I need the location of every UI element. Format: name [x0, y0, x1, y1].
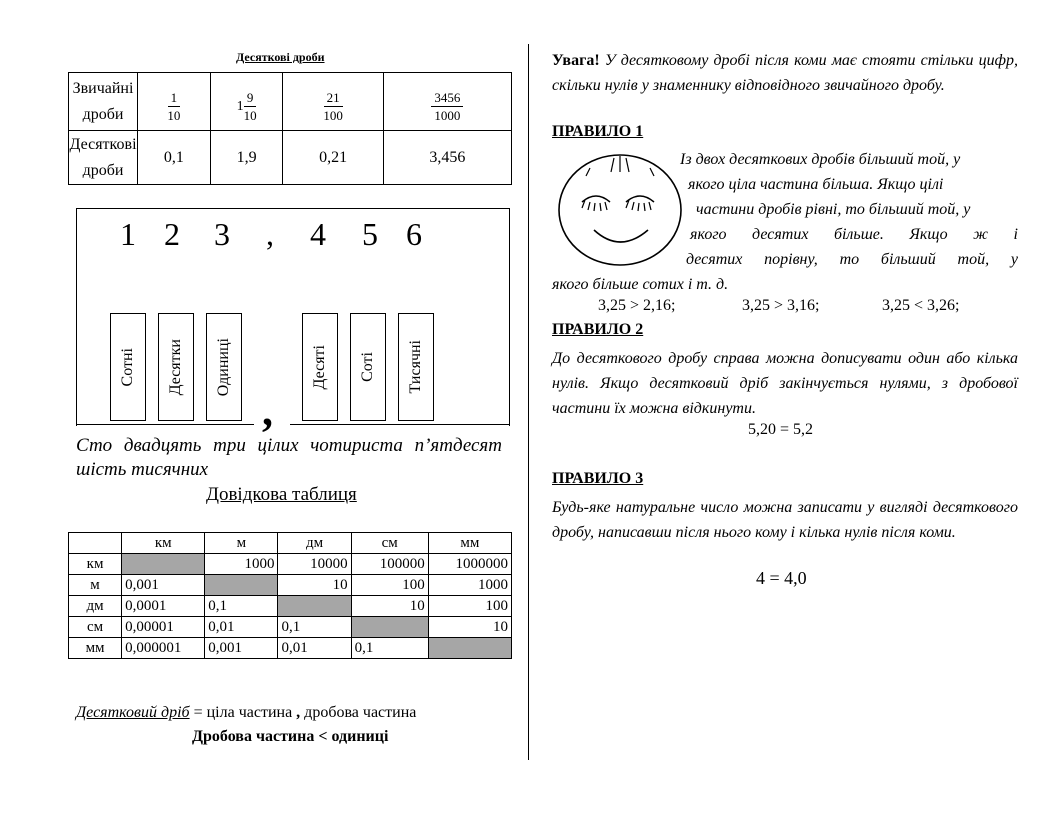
formula-line: Десятковий дріб = ціла частина , дробова частина	[76, 704, 417, 721]
fraction-cell: $\frac{21}{100}$	[283, 73, 383, 131]
fraction-table	[68, 72, 512, 185]
rule3-text: Будь-яке натуральне число можна записати у вигляді десяткового дробу, написавши після нього кому і кілька нулів після коми.	[552, 499, 1018, 541]
baseline-right	[290, 424, 509, 425]
decimal-cell: 3,456	[383, 131, 511, 185]
rule1-line: якого десятих більше. Якщо ж і	[690, 226, 1018, 243]
rule2-example: 5,20 = 5,2	[748, 421, 814, 438]
rule1-line: частини дробів рівні, то більший той, у	[696, 201, 971, 218]
diagonal-cell	[122, 554, 205, 575]
decimal-comma: ,	[262, 386, 273, 435]
rule1-line: якого більше сотих і т. д.	[552, 276, 729, 293]
small-title: Десяткові дроби	[236, 50, 325, 64]
column-divider	[528, 44, 529, 760]
table-row: дм 0,0001 0,1 10 100	[69, 596, 512, 617]
place-label-thousandths: Тисячні	[398, 313, 434, 421]
rule3-title: ПРАВИЛО 3	[552, 470, 644, 487]
formula-term: Десятковий дріб	[76, 704, 190, 721]
diagonal-cell	[428, 638, 511, 659]
smiley-face-icon	[556, 150, 686, 268]
digit: ,	[266, 216, 274, 252]
reference-title: Довідкова таблиця	[206, 484, 357, 505]
digit: 4	[310, 216, 326, 252]
rule1-example: 3,25 < 3,26;	[882, 297, 960, 314]
decimal-cell: 1,9	[210, 131, 283, 185]
row-label-decimal: Десяткові дроби	[69, 131, 138, 185]
rule1-title: ПРАВИЛО 1	[552, 123, 644, 140]
attention-note: Увага! У десятковому дробі після коми має стояти стільки цифр, скільки нулів у знаменнику відповідного звичайного дробу.	[552, 52, 1018, 94]
rule3-example: 4 = 4,0	[756, 568, 807, 588]
digit: 6	[406, 216, 422, 252]
rule1-line: якого ціла частина більша. Якщо цілі	[688, 176, 944, 193]
diagonal-cell	[351, 617, 428, 638]
place-label-ones: Одиниці	[206, 313, 242, 421]
baseline-left	[76, 424, 254, 425]
place-label-hundredths: Соті	[350, 313, 386, 421]
fraction-cell: 1 $\frac{9}{10}$	[210, 73, 283, 131]
number-in-words: Сто двадцять три цілих чотириста п’ятдесят шість тисячних	[76, 435, 502, 480]
decimal-cell: 0,21	[283, 131, 383, 185]
digit: 2	[164, 216, 180, 252]
digit: 5	[362, 216, 378, 252]
table-row: км 1000 10000 100000 1000000	[69, 554, 512, 575]
units-table: км м дм см мм км 1000 10000 100000 1000000 м 0,001 10 100 1000 дм 0,0001 0,1 10 100 см 0,00001 0,01 0,1 10 мм 0,000001 0,001 0,01 0,1	[68, 532, 512, 659]
table-row: м 0,001 10 100 1000	[69, 575, 512, 596]
place-label-tenths: Десяті	[302, 313, 338, 421]
fraction-cell: $\frac{3456}{1000}$	[383, 73, 511, 131]
rule1-example: 3,25 > 2,16;	[598, 297, 676, 314]
digit: 3	[214, 216, 230, 252]
row-label-common: Звичайні дроби	[69, 73, 138, 131]
table-row: мм 0,000001 0,001 0,01 0,1	[69, 638, 512, 659]
rule1-line: Із двох десяткових дробів більший той, у	[680, 151, 961, 168]
rule2-title: ПРАВИЛО 2	[552, 321, 644, 338]
rule1-example: 3,25 > 3,16;	[742, 297, 820, 314]
fraction-cell: $\frac{1}{10}$	[138, 73, 211, 131]
digit: 1	[120, 216, 136, 252]
rule2-text: До десяткового дробу справа можна дописувати один або кілька нулів. Якщо десятковий дріб закінчується нулями, з дробової частини їх можна відкинути.	[552, 350, 1018, 417]
table-row: см 0,00001 0,01 0,1 10	[69, 617, 512, 638]
rule1-line: десятих порівну, то більший той, у	[686, 251, 1018, 268]
decimal-cell: 0,1	[138, 131, 211, 185]
fraction-part-note: Дробова частина < одиниці	[192, 728, 389, 745]
diagonal-cell	[205, 575, 278, 596]
diagonal-cell	[278, 596, 351, 617]
place-label-tens: Десятки	[158, 313, 194, 421]
place-label-hundreds: Сотні	[110, 313, 146, 421]
